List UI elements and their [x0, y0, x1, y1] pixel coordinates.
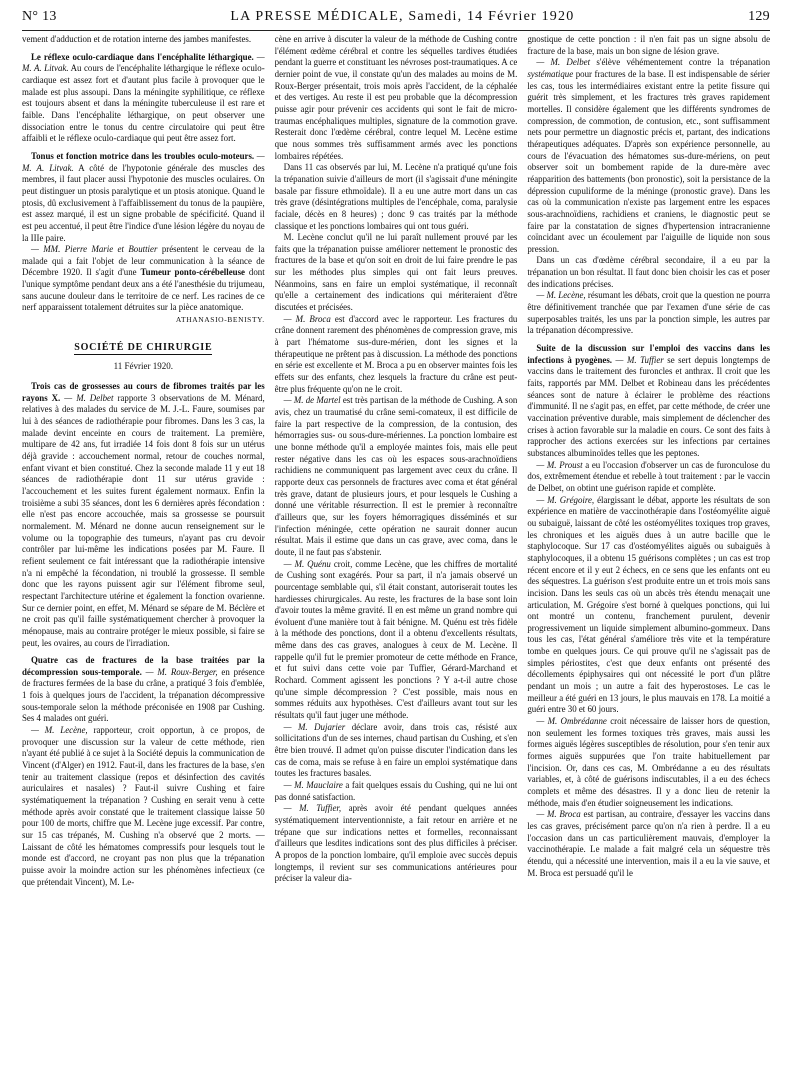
author: — M. Grégoire,	[536, 494, 595, 505]
paragraph: vement d'adduction et de rotation interne des jambes manifestes.	[22, 34, 252, 44]
paragraph	[527, 290, 770, 337]
author: — MM. Pierre Marie et Bouttier	[31, 244, 158, 255]
header-rule	[22, 30, 770, 31]
paragraph: Dans 11 cas observés par lui, M. Lecène n'a pratiqué qu'une fois la trépanation suivie d'ailleurs de mort (il s'agissait d'une méningite basale par fissure ethmoïdale). Il a eu une autre mort dans un cas très grave (désintégrations multiples de l'encéphale, coma, paralysie faciale, décès en 8 heures) ; donc 9 cas traités par la méthode classique et les ponctions lombaires qui ont tous guéri.	[274, 162, 518, 231]
author: — M. Tuffier,	[283, 803, 342, 814]
article-title: Tonus et fonction motrice dans les troubles oculo-moteurs.	[31, 150, 255, 161]
author: — M. Lecène,	[536, 290, 586, 301]
paragraph	[22, 655, 265, 725]
author: — M. A. Litvak.	[22, 51, 265, 74]
signature: ATHANASIO-BENISTY.	[175, 315, 265, 325]
article-text: présentent le cerveau de la malade qui a fait l'objet de leur communication à la séance de Décembre 1920. Il s'agit d'une	[22, 244, 265, 278]
article-emphasis: systématique	[527, 68, 574, 79]
paragraph	[22, 244, 265, 314]
article-text: dont l'unique symptôme pendant deux ans a été l'anesthésie du trijumeau, sans aucune douleur dans le territoire de ce nerf. Les racines de ce nerf apparaissent totalement détruites sur la pièce anatomique.	[22, 267, 265, 313]
author: — M. Proust	[536, 459, 583, 470]
author: — M. A. Litvak.	[22, 150, 265, 173]
section-title: SOCIÉTÉ DE CHIRURGIE	[74, 341, 213, 353]
author: — M. Tuffier	[615, 354, 664, 365]
paragraph	[22, 151, 265, 244]
paragraph	[275, 559, 518, 722]
author: — M. Quénu	[283, 558, 331, 569]
paragraph: cène en arrive à discuter la valeur de la méthode de Cushing contre l'élément œdème cérébral et contre les séquelles tardives étudiées pendant la guerre et constituant les névroses post-traumatiques. A ce dernier point de vue, il constate qu'un des malades au moins de M. Roux-Berger présentait, trois mois après l'accident, de la céphalée et des vertiges. Au reste il est peu probable que la décompression puisse agir pour prévenir ces accidents qui sont le fait de micro-traumas encéphaliques multiples, signature de la commotion grave. Resterait donc l'œdème cérébral, contre lequel M. Lecène estime que nous sommes très suffisamment armés avec les ponctions lombaires répétées.	[274, 34, 518, 161]
paragraph	[275, 314, 518, 396]
column-left	[22, 34, 265, 1078]
paragraph: M. Lecène conclut qu'il ne lui paraît nullement prouvé par les faits que la trépanation puisse améliorer nettement le pronostic des fractures de la base et qu'on soit en droit de lui faire prendre le pas sur les méthodes plus simples qui ont fait leurs preuves. Néanmoins, sans en faire un emploi systématique, il reconnaît qu'elle a certainement des indications qui mériteraient d'être discutées et précisées.	[274, 232, 518, 313]
article-text: est très partisan de la méthode de Cushing. A son avis, chez un traumatisé du crâne semi-comateux, il est difficile de faire la part respective de la compression, de la contusion, des hémorragies sus- ou sous-dure-mériennes. La ponction lombaire est une bonne méthode qu'il a employée maintes fois, mais elle peut rester négative dans les cas où les espaces sous-arachnoïdiens rachidiens ne communiquent pas largement avec ceux du crâne. Il rapporte deux cas personnels de fractures avec coma et état général très grave, datant de plusieurs jours, et pour lesquels le Cushing a donné une véritable résurrection. Il est le premier à reconnaître d'ailleurs que, sur les foyers hémorragiques disséminés et sur l'infection méningée, cette opération ne saurait donner aucun résultat. Mais il estime que dans un cas grave, avec coma, dans le doute, il ne faut pas s'abstenir.	[274, 395, 518, 557]
article-text: croit, comme Lecène, que les chiffres de mortalité de Cushing sont exagérés. Pour sa part, il n'a jamais observé un pourcentage semblable qui, s'il était constant, autoriserait toutes les hardiesses chirurgicales. Au reste, les fractures de la base sont loin d'avoir toutes la même gravité. Il en est même un grand nombre qui évoluent d'une manière tout à fait bénigne. M. Quénu est très fidèle à la méthode des ponctions, dont il a obtenu d'excellents résultats, même dans des cas graves, analogues à ceux de M. Lecène. Il rappelle qu'il fut le premier promoteur de cette méthode en France, et fut suivi dans cette voie par Tuffier, Gérard-Marchand et Rochard. Comment agissent les ponctions ? Y a-t-il autre chose qu'une simple décompression ? C'est possible, mais nous en sommes réduits aux hypothèses. C'est d'ailleurs avant tout sur les résultats qu'il faut juger une méthode.	[274, 558, 518, 721]
page-number: 129	[748, 9, 770, 24]
author: — M. de Martel	[283, 395, 341, 406]
author: — M. Delbet	[64, 392, 114, 403]
column-middle	[275, 34, 518, 1078]
article-text: se sert depuis longtemps de vaccins dans le traitement des furoncles et anthrax. Il croit que les faits, rapportés par MM. Delbet et Robineau dans les précédentes séances sont de nature à éclairer le problème des réactions d'immunité. Il ne s'agit pas, en effet, par cette méthode, de créer une vaccination préventive durable, mais simplement de déclencher des crises à action favorable sur la maladie en cours. Ce sont des faits à rapprocher des actions exercées sur les infections par certaines substances albuminoïdes telles que les peptones.	[527, 354, 771, 458]
paragraph	[527, 460, 770, 495]
paragraph	[22, 381, 265, 649]
article-text: rapporteur, croit opportun, à ce propos, de provoquer une discussion sur la valeur de cette méthode, rien n'ayant été publié à ce sujet à la Société depuis la communication de Vincent (d'Alger) en 1912. Faut-il, dans les fractures de la base, s'en tenir au traitement classique (repos et désinfection des cavités auriculaires et nasales) ? Faut-il suivre Cushing et faire systématiquement la trépanation ? Cushing en serait venu à cette méthode après avoir constaté que le traitement classique laisse 50 pour 100 de morts, chiffre que M. Lecène juge excessif. Par contre, sur 15 cas trépanés, M. Cushing n'a observé que 2 morts. — Laissant de côté les hématomes compressifs pour lesquels tout le monde est d'accord, ne croyant pas non plus que la trépanation puisse avoir la moindre action sur les phénomènes infectieux (ce que prétendait Vincent), M. Le-	[22, 725, 265, 887]
paragraph	[275, 395, 518, 558]
article-title: Quatre cas de fractures de la base traitées par la décompression sous-temporale.	[22, 655, 265, 677]
paragraph	[22, 52, 265, 145]
issue-number: N° 13	[22, 9, 57, 24]
paragraph	[527, 716, 770, 809]
article-text: élargissant le débat, apporte les résultats de son expérience en matière de vaccinothérapie dans l'ostéomyélite aiguë ou subaiguë, laissant de côté les ostéomyélites toxiques trop graves, les chroniques et les aiguës dues à un autre bacille que le staphylocoque. Sur 17 cas d'ostéomyélites aiguës ou subaiguës à staphylocoques, il a obtenu 15 guérisons complètes ; un cas est trop récent encore et il y eut 2 échecs, en ce sens que les enfants ont eu des séquestres. La guérison s'est produite entre un et trois mois sans incision. Dans les seuls cas où un abcès très étendu menaçait une articulation, M. Grégoire s'est borné à quelques ponctions, qui lui ont montré un contenu, franchement purulent, devenir progressivement un liquide simplement albumino-gommeux. Dans tous les cas, l'état général s'améliore très vite et la température tombe en quelques jours. Ce qui prouve qu'il ne s'agissait pas de simples périostites, c'est que deux enfants ont présenté des décollements épiphysaires qui ont nécessité le port d'un plâtre pendant un mois ; un autre a fait des hyperostoses. Le cas le meilleur a été guéri en 13 jours, le plus mauvais en 178. La moitié a guéri entre 30 et 60 jours.	[527, 494, 771, 715]
article-text: en présence de fractures fermées de la base du crâne, a pratiqué 3 fois d'emblée, 1 fois à quelques jours de l'accident, la trépanation décompressive sous-temporale selon la méthode préconisée en 1908 par Cushing. Ses 4 malades ont guéri.	[22, 666, 265, 724]
article-text: a eu l'occasion d'observer un cas de furonculose du dos, extrêmement étendue et rebelle à tout traitement : par le vaccin de Delbet, on obtint une guérison rapide et complète.	[527, 459, 771, 493]
article-text: croit nécessaire de laisser hors de question, non seulement les formes toxiques très graves, mais aussi les formes aiguës légères susceptibles de résolution, pour s'en tenir aux formes aiguës suppurées que l'on traite habituellement par l'incision. Or, dans ces cas, M. Ombrédanne a eu des résultats variables, et, à côté de guérisons indiscutables, il a eu des échecs complets et même des désastres. Il y a donc lieu de retenir la méthode, mais d'en étudier soigneusement les indications.	[527, 716, 771, 808]
paragraph	[527, 343, 770, 460]
article-text: A côté de l'hypotonie générale des muscles des membres, il faut placer aussi l'hypotonie des muscles oculaires. On peut distinguer un ptosis paralytique et un ptosis atonique. Quand le ptosis, dû exclusivement à l'affaiblissement du tonus de la paupière, est assez marqué, il est un signe probable de spécificité. Quand il est peu accentué, il peut être l'indice d'une lésion légère du noyau de la IIIe paire.	[22, 162, 265, 243]
column-right	[527, 34, 770, 1078]
paragraph: gnostique de cette ponction : il n'en fait pas un signe absolu de fracture de la base, mais un bon signe de lésion grave.	[527, 34, 771, 56]
author: — M. Broca	[536, 809, 581, 820]
article-text: après avoir été pendant quelques années systématiquement interventionniste, a fait retour en arrière et ne trépane que sur indications nettes et formelles, reconnaissant d'ailleurs que lesdites indications sont des plus difficiles à préciser. A propos de la ponction lombaire, qu'il emploie avec succès depuis longtemps, il revient sur ses communications antérieures pour préciser la valeur dia-	[274, 803, 518, 884]
article-text: pour fractures de la base. Il est indispensable de sérier les cas, tous les intermédiaires existant entre la petite fissure qui guérit très simplement, et les fractures très graves rapidement mortelles. Il considère également que les différents syndromes de compression, de commotion, de contusion, etc., sont suffisamment nets pour permettre un diagnostic précis et, partant, des indications thérapeutiques adéquates. D'après son expérience personnelle, au cours de l'évacuation des hématomes sus-dure-mériens, on peut observer soit un bombement rapide de la dure-mère avec réapparition des battements (bon pronostic), soit la persistance de la dépression cupuliforme de la méninge (pronostic grave). Dans les cas où la communication n'existe pas largement entre les espaces sous-arachnoïdiens, rachidiens et craniens, le diagnostic peut se faire par la constatation de signes d'hypertension intracranienne coïncidant avec un écoulement par l'aiguille de liquide non sous pression.	[527, 68, 771, 254]
article-title: Le réflexe oculo-cardiaque dans l'encéphalite léthargique.	[31, 51, 254, 62]
article-text: résumant les débats, croit que la question ne pourra être définitivement tranchée que par l'examen d'une série de cas superposables traités, les uns par la ponction simple, les autres par la trépanation décompressive.	[527, 290, 771, 336]
paragraph	[275, 722, 518, 780]
article-text: rapporte 3 observations de M. Ménard, relatives à des malades du service de M. J.-L. Faure, soumises par lui à des séances de radiothérapie pour fibromes. Dans les 3 cas, la malade devint enceinte en cours de traitement. La première, multipare de 42 ans, fut irradiée 14 fois dont 8 fois sur un utérus déjà gravide : accouchement normal, retour de couches normal, enfant vivant et bien constitué. Chez la seconde malade 11 y eut 18 séances de radiothérapie dont 11 sur utérus gravide : l'accouchement et les suites furent également normaux. Enfin la troisième a subi 35 séances, dont les 6 dernières après fécondation : elle n'est pas encore accouchée, mais sa grossesse se poursuit normalement. M. Ménard ne donne aucun renseignement sur le volume ou la topographie des tumeurs, n'ayant pas cru devoir contrôler par lui-même les indications posées par M. Faure. Il refient seulement ce fait intéressant que la radiothérapie intensive n'a ni empêché la fécondation, ni troublé la grossesse. Il semble donc que les rayons puissent agir sur l'élément fibrome seul, respectant l'architecture utérine et également la fonction ovarienne. Sur ce dernier point, en effet, M. Ménard se sépare de M. Béclère et ne croit pas qu'il faille systématiquement chercher à provoquer la ménopause, mais au contraire protéger le mieux possible, si faire se peut, les ovaires, au cours de l'irradiation.	[22, 392, 265, 648]
article-columns	[22, 34, 770, 1078]
paragraph	[275, 780, 518, 803]
author: — M. Ombrédanne	[536, 716, 607, 727]
author: — M. Broca	[283, 313, 331, 324]
author: — M. Dujarier	[283, 721, 346, 732]
section-date: 11 Février 1920.	[113, 361, 174, 372]
journal-title: LA PRESSE MÉDICALE, Samedi, 14 Février 1920	[230, 9, 575, 24]
author: — M. Roux-Berger,	[145, 666, 218, 677]
article-text: Au cours de l'encéphalite léthargique le réflexe oculo-cardiaque est assez fort et d'autant plus facile à provoquer que le malade est plus assoupi. Dans la méningite syphilitique, ce réflexe est toujours absent et dans la méningite tuberculeuse il est rare et faible. Dans l'encéphalite léthargique, on peut observer une dissociation entre le tonus du centre circulatoire qui peut être affaibli et le réflexe oculo-cardiaque qui peut être assez fort.	[22, 63, 265, 144]
article-text: est d'accord avec le rapporteur. Les fractures du crâne donnent rarement des phénomènes de compression grave, mis à part l'hématome sus-dure-mérien, dont les signes et la thérapeutique ne prêtent pas à discussion. La méthode des ponctions en série est excellente et M. Broca a pu en observer maintes fois les effets sur des enfants, chez lesquels la fracture du crâne est peut-être plus fréquente qu'on ne le croit.	[274, 313, 518, 394]
author: — M. Mauclaire	[283, 780, 343, 790]
paragraph	[527, 809, 770, 879]
article-text: est partisan, au contraire, d'essayer les vaccins dans les cas graves, précisément parce qu'on n'a rien à perdre. Il a eu l'occasion dans un cas particulièrement mauvais, d'employer la vaccinothérapie. Le malade a fait malgré cela un séquestre très étendu, qui a nécessité une intervention, mais il a eu la vie sauve, et M. Broca est persuadé qu'il le	[527, 809, 771, 878]
paragraph: Dans un cas d'œdème cérébral secondaire, il a eu par la trépanation un bon résultat. Il faut donc bien choisir les cas et poser des indications précises.	[527, 255, 771, 289]
article-title: Trois cas de grossesses au cours de fibromes traités par les rayons X.	[22, 381, 265, 403]
article-text: s'élève véhémentement contre la trépanation	[596, 57, 771, 68]
paragraph	[22, 725, 265, 888]
article-title: Suite de la discussion sur l'emploi des vaccins dans les infections à pyogènes.	[527, 343, 771, 365]
paragraph	[275, 803, 518, 885]
article-text: a fait quelques essais du Cushing, qui ne lui ont pas donné satisfaction.	[274, 780, 518, 802]
page-header	[22, 6, 770, 28]
paragraph	[527, 57, 770, 255]
article-text: déclare avoir, dans trois cas, résisté aux sollicitations d'un de ses internes, chaud partisan du Cushing, et s'en être bien trouvé. Il admet qu'on puisse discuter l'indication dans les cas de coma, mais se refuse à en faire un emploi systématique dans toutes les fractures basales.	[274, 721, 518, 779]
paragraph	[527, 495, 770, 716]
author: — M. Lecène,	[31, 725, 88, 736]
article-emphasis: Tumeur ponto-cérébelleuse	[140, 267, 245, 278]
author: — M. Delbet	[536, 57, 591, 68]
